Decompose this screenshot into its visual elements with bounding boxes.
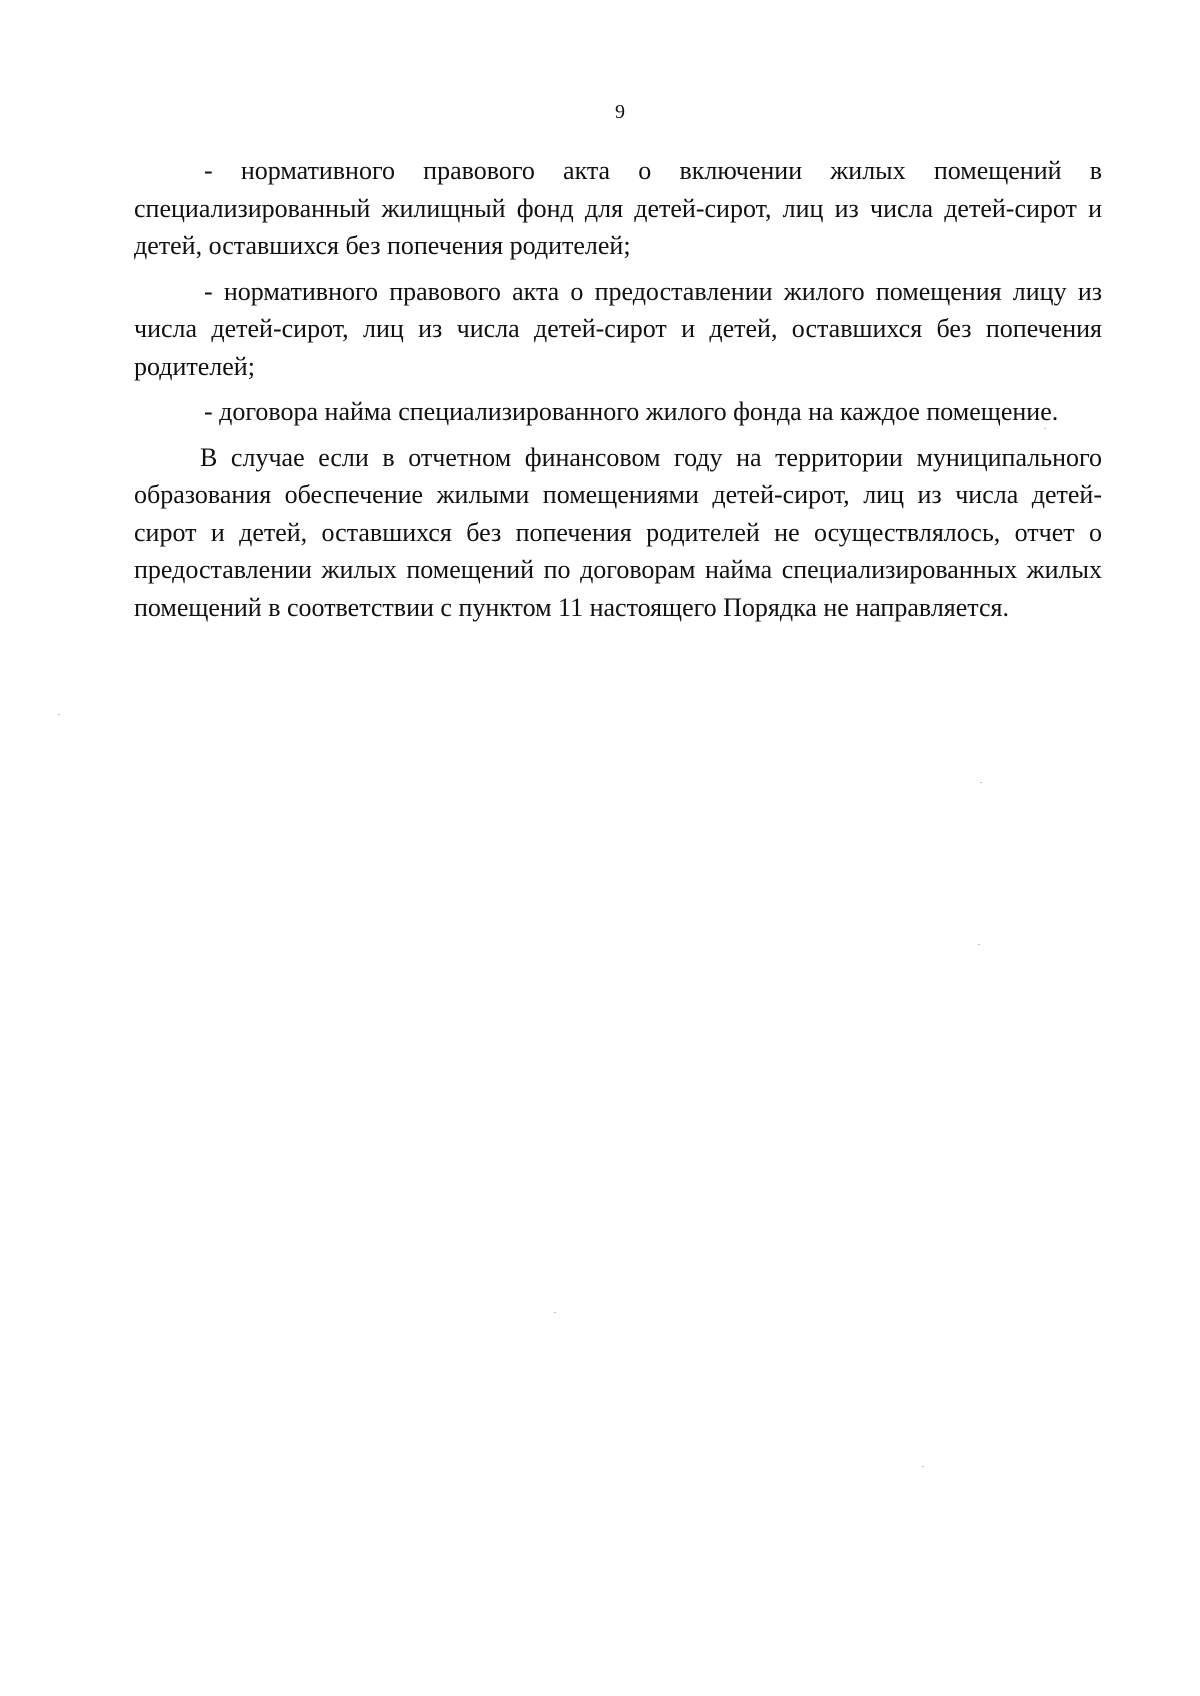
scan-speck: [554, 1312, 556, 1313]
page-number: 9: [615, 101, 625, 123]
scan-speck: [58, 714, 60, 715]
list-item-normative-act-provision: - нормативного правового акта о предоставлении жилого помещения лицу из числа детей-сирот, лиц из числа детей-сирот и детей, оставшихся без попечения родителей;: [134, 276, 1102, 381]
scan-speck: [922, 1466, 924, 1467]
list-item-lease-contract: - договора найма специализированного жилого фонда на каждое помещение.: [204, 397, 1059, 426]
scan-speck: [1044, 428, 1046, 429]
document-body: [134, 152, 1102, 626]
scan-speck: [978, 944, 980, 945]
list-item-normative-act-inclusion: - нормативного правового акта о включении жилых помещений в специализированный жилищный фонд для детей-сирот, лиц из числа детей-сирот и детей, оставшихся без попечения родителей;: [134, 156, 1102, 260]
paragraph-report-not-sent: В случае если в отчетном финансовом году на территории муниципального образования обеспечение жилыми помещениями детей-сирот, лиц из числа детей-сирот и детей, оставшихся без попечения родителей не осуществлялось, отчет о предоставлении жилых помещений по договорам найма специализированных жилых помещений в соответствии с пунктом 11 настоящего Порядка не направляется.: [134, 442, 1102, 622]
scan-speck: [980, 782, 982, 783]
